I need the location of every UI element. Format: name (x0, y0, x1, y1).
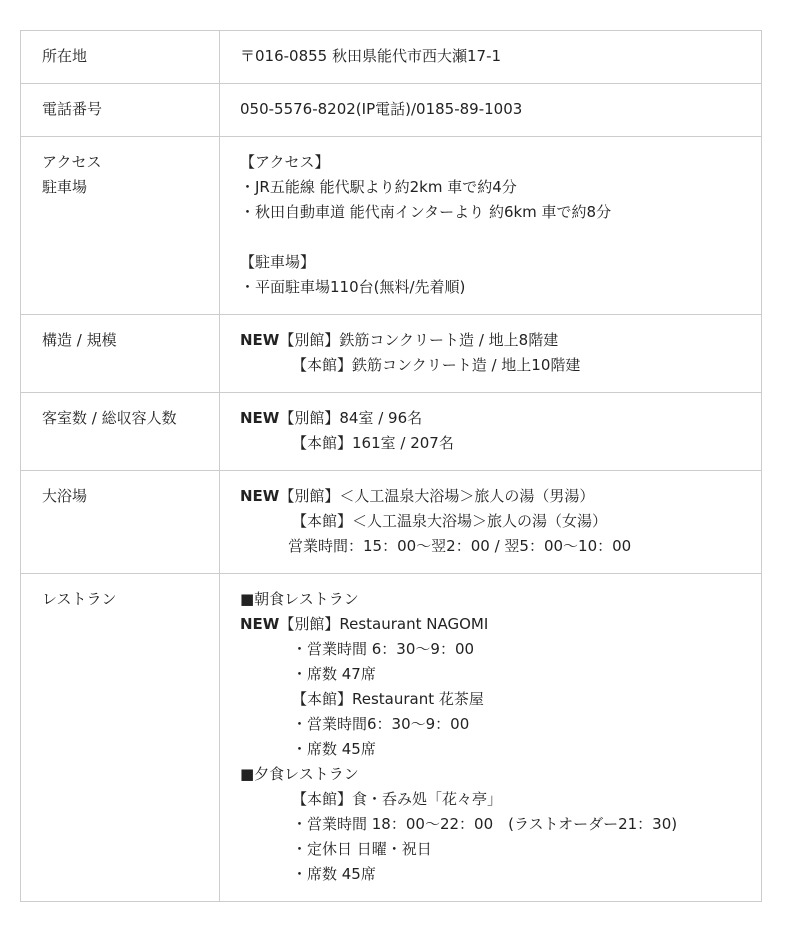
value-text: 【駐車場】 (240, 253, 316, 271)
row-value-cell (220, 315, 762, 393)
row-label-cell (21, 84, 220, 137)
row-label: 駐車場 (42, 178, 88, 196)
value-line (240, 534, 761, 559)
value-line (240, 587, 761, 612)
value-line (240, 862, 761, 887)
value-line (240, 200, 761, 225)
info-row (21, 393, 762, 471)
row-label: 構造 / 規模 (42, 331, 117, 349)
value-line (240, 637, 761, 662)
value-text: 【アクセス】 (240, 153, 330, 171)
value-line (240, 787, 761, 812)
value-line (240, 687, 761, 712)
value-line (240, 762, 761, 787)
value-line (240, 431, 761, 456)
row-label-cell (21, 393, 220, 471)
value-text: ・席数 45席 (292, 865, 376, 883)
value-line (240, 612, 761, 637)
facility-info-table (20, 30, 762, 902)
row-label-cell (21, 315, 220, 393)
value-text: ■夕食レストラン (240, 765, 359, 783)
value-text: ■朝食レストラン (240, 590, 359, 608)
row-value-cell (220, 393, 762, 471)
value-line (240, 97, 761, 122)
info-row (21, 315, 762, 393)
value-text: 【別館】Restaurant NAGOMI (279, 615, 489, 633)
info-row (21, 84, 762, 137)
value-text: ・営業時間 18：00〜22：00 (ラストオーダー21：30) (292, 815, 678, 833)
new-badge: NEW (240, 615, 280, 633)
row-label: 大浴場 (42, 487, 88, 505)
value-line (240, 712, 761, 737)
row-label-cell (21, 137, 220, 315)
row-value-cell (220, 31, 762, 84)
value-text: ・秋田自動車道 能代南インターより 約6km 車で約8分 (240, 203, 612, 221)
value-text: 【別館】＜人工温泉大浴場＞旅人の湯（男湯） (279, 487, 595, 505)
value-text: 【本館】食・呑み処「花々亭」 (292, 790, 503, 808)
row-label: レストラン (42, 590, 117, 608)
value-text: 〒016-0855 秋田県能代市西大瀬17-1 (240, 47, 502, 65)
row-value-cell (220, 137, 762, 315)
facility-info-table-body (21, 31, 762, 902)
row-label: 電話番号 (42, 100, 103, 118)
value-text: ・営業時間6：30〜9：00 (292, 715, 470, 733)
value-line (240, 406, 761, 431)
value-line (240, 44, 761, 69)
new-badge: NEW (240, 487, 280, 505)
row-label-cell (21, 471, 220, 574)
value-line (240, 328, 761, 353)
info-row (21, 31, 762, 84)
row-label: アクセス (42, 153, 102, 171)
value-text: 【本館】鉄筋コンクリート造 / 地上10階建 (292, 356, 581, 374)
info-row (21, 471, 762, 574)
value-text: 【本館】＜人工温泉大浴場＞旅人の湯（女湯） (292, 512, 608, 530)
value-line (240, 275, 761, 300)
value-text: 【別館】鉄筋コンクリート造 / 地上8階建 (279, 331, 559, 349)
row-value-cell (220, 471, 762, 574)
value-text: ・席数 45席 (292, 740, 376, 758)
value-line (240, 250, 761, 275)
new-badge: NEW (240, 331, 280, 349)
value-text: ・席数 47席 (292, 665, 376, 683)
value-line (240, 812, 761, 837)
row-label-cell (21, 574, 220, 902)
value-text: 【別館】84室 / 96名 (279, 409, 423, 427)
row-label: 客室数 / 総収容人数 (42, 409, 177, 427)
value-text: ・JR五能線 能代駅より約2km 車で約4分 (240, 178, 517, 196)
value-line (240, 484, 761, 509)
value-line (240, 175, 761, 200)
value-line (240, 225, 761, 250)
row-label-cell (21, 31, 220, 84)
value-text: ・営業時間 6：30〜9：00 (292, 640, 475, 658)
info-row (21, 574, 762, 902)
row-label: 所在地 (42, 47, 88, 65)
value-text: 営業時間：15：00〜翌2：00 / 翌5：00〜10：00 (288, 537, 632, 555)
value-line (240, 837, 761, 862)
row-value-cell (220, 574, 762, 902)
value-line (240, 150, 761, 175)
value-line (240, 353, 761, 378)
value-text: 【本館】Restaurant 花茶屋 (292, 690, 484, 708)
info-row (21, 137, 762, 315)
value-text: ・平面駐車場110台(無料/先着順) (240, 278, 466, 296)
row-value-cell (220, 84, 762, 137)
value-text: ・定休日 日曜・祝日 (292, 840, 432, 858)
value-text: 【本館】161室 / 207名 (292, 434, 454, 452)
value-line (240, 662, 761, 687)
new-badge: NEW (240, 409, 280, 427)
value-line (240, 737, 761, 762)
value-text: 050-5576-8202(IP電話)/0185-89-1003 (240, 100, 523, 118)
value-line (240, 509, 761, 534)
